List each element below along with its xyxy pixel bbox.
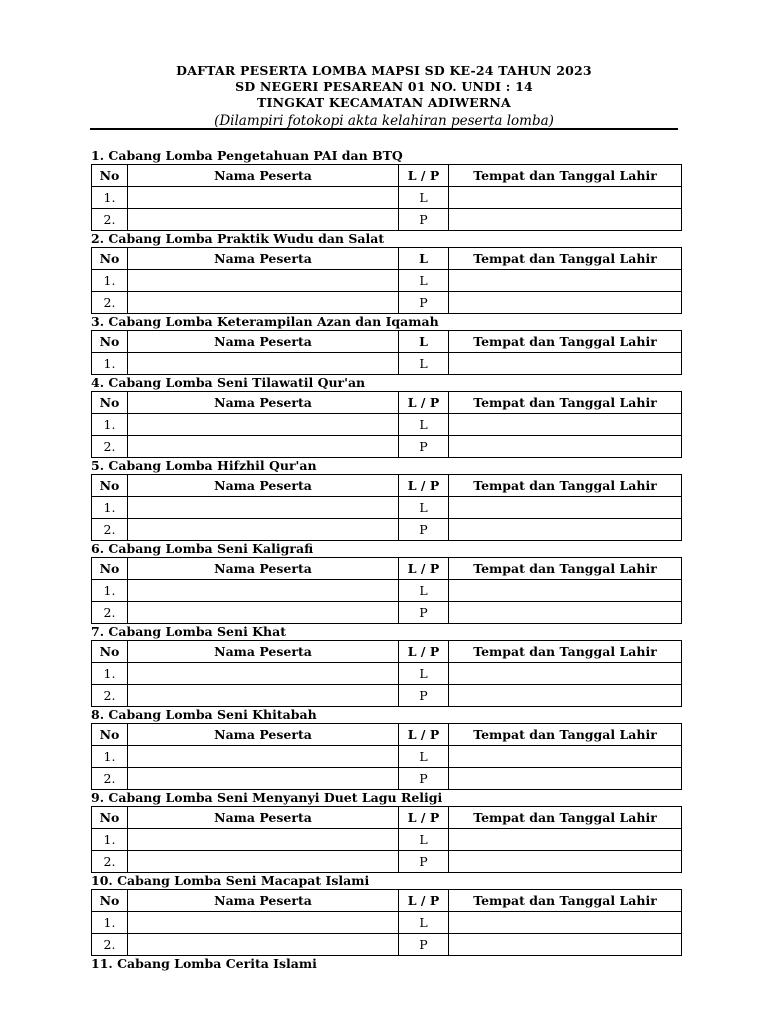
table-row [92,270,682,292]
section-title: 9. Cabang Lomba Seni Menyanyi Duet Lagu Religi [91,790,443,805]
header-birth: Tempat dan Tanggal Lahir [449,475,682,497]
row-number: 1. [92,829,128,851]
birth-place-date-field[interactable] [449,580,682,602]
header-name: Nama Peserta [128,890,399,912]
gender-cell: P [399,292,449,314]
row-number: 2. [92,934,128,956]
table-header-row [92,248,682,270]
gender-cell: L [399,746,449,768]
header-no: No [92,890,128,912]
participant-name-field[interactable] [128,829,399,851]
gender-cell: L [399,187,449,209]
header-birth: Tempat dan Tanggal Lahir [449,165,682,187]
header-birth: Tempat dan Tanggal Lahir [449,331,682,353]
header-name: Nama Peserta [128,724,399,746]
header-birth: Tempat dan Tanggal Lahir [449,807,682,829]
participant-table [91,806,682,873]
row-number: 1. [92,663,128,685]
gender-cell: P [399,436,449,458]
table-row [92,685,682,707]
gender-cell: P [399,685,449,707]
section-title: 6. Cabang Lomba Seni Kaligrafi [91,541,314,556]
birth-place-date-field[interactable] [449,209,682,231]
participant-name-field[interactable] [128,851,399,873]
gender-cell: P [399,851,449,873]
table-row [92,829,682,851]
birth-place-date-field[interactable] [449,663,682,685]
header-name: Nama Peserta [128,641,399,663]
table-row [92,497,682,519]
row-number: 1. [92,580,128,602]
birth-place-date-field[interactable] [449,685,682,707]
birth-place-date-field[interactable] [449,414,682,436]
gender-cell: P [399,768,449,790]
row-number: 2. [92,292,128,314]
birth-place-date-field[interactable] [449,851,682,873]
table-header-row [92,807,682,829]
header-birth: Tempat dan Tanggal Lahir [449,558,682,580]
row-number: 1. [92,912,128,934]
section-title: 11. Cabang Lomba Cerita Islami [91,956,317,971]
header-birth: Tempat dan Tanggal Lahir [449,641,682,663]
header-gender: L [399,248,449,270]
row-number: 1. [92,353,128,375]
header-gender: L / P [399,165,449,187]
table-row [92,851,682,873]
participant-name-field[interactable] [128,209,399,231]
table-header-row [92,890,682,912]
row-number: 2. [92,685,128,707]
header-no: No [92,558,128,580]
participant-table [91,723,682,790]
row-number: 2. [92,602,128,624]
birth-place-date-field[interactable] [449,187,682,209]
row-number: 1. [92,270,128,292]
gender-cell: L [399,353,449,375]
participant-table [91,557,682,624]
section-title: 1. Cabang Lomba Pengetahuan PAI dan BTQ [91,148,403,163]
header-birth: Tempat dan Tanggal Lahir [449,890,682,912]
section-title: 4. Cabang Lomba Seni Tilawatil Qur'an [91,375,366,390]
header-title: DAFTAR PESERTA LOMBA MAPSI SD KE-24 TAHUN 2023 [176,63,592,78]
document-header [90,63,678,130]
section-title: 8. Cabang Lomba Seni Khitabah [91,707,317,722]
gender-cell: P [399,519,449,541]
header-gender: L / P [399,558,449,580]
participant-name-field[interactable] [128,497,399,519]
participant-name-field[interactable] [128,602,399,624]
birth-place-date-field[interactable] [449,768,682,790]
birth-place-date-field[interactable] [449,934,682,956]
gender-cell: L [399,270,449,292]
table-header-row [92,475,682,497]
table-header-row [92,392,682,414]
header-no: No [92,641,128,663]
header-gender: L / P [399,890,449,912]
gender-cell: L [399,497,449,519]
participant-name-field[interactable] [128,663,399,685]
table-row [92,912,682,934]
row-number: 1. [92,746,128,768]
table-row [92,934,682,956]
section-title: 5. Cabang Lomba Hifzhil Qur'an [91,458,317,473]
participant-table [91,391,682,458]
table-row [92,746,682,768]
birth-place-date-field[interactable] [449,497,682,519]
participant-table [91,164,682,231]
header-no: No [92,248,128,270]
table-row [92,187,682,209]
row-number: 2. [92,851,128,873]
table-row [92,519,682,541]
header-no: No [92,331,128,353]
participant-name-field[interactable] [128,685,399,707]
participant-name-field[interactable] [128,292,399,314]
gender-cell: P [399,602,449,624]
gender-cell: P [399,934,449,956]
birth-place-date-field[interactable] [449,912,682,934]
table-row [92,414,682,436]
section-title: 10. Cabang Lomba Seni Macapat Islami [91,873,370,888]
header-no: No [92,724,128,746]
header-name: Nama Peserta [128,558,399,580]
participant-name-field[interactable] [128,580,399,602]
header-name: Nama Peserta [128,392,399,414]
participant-name-field[interactable] [128,934,399,956]
header-name: Nama Peserta [128,248,399,270]
row-number: 2. [92,209,128,231]
participant-name-field[interactable] [128,768,399,790]
participant-name-field[interactable] [128,436,399,458]
birth-place-date-field[interactable] [449,829,682,851]
table-row [92,602,682,624]
table-header-row [92,724,682,746]
table-row [92,353,682,375]
birth-place-date-field[interactable] [449,519,682,541]
header-gender: L / P [399,475,449,497]
section-title: 2. Cabang Lomba Praktik Wudu dan Salat [91,231,385,246]
participant-table [91,474,682,541]
competition-sections [91,148,681,972]
participant-name-field[interactable] [128,187,399,209]
row-number: 1. [92,414,128,436]
participant-name-field[interactable] [128,414,399,436]
gender-cell: P [399,209,449,231]
header-gender: L [399,331,449,353]
header-gender: L / P [399,807,449,829]
birth-place-date-field[interactable] [449,292,682,314]
header-no: No [92,392,128,414]
table-row [92,436,682,458]
birth-place-date-field[interactable] [449,746,682,768]
table-row [92,292,682,314]
table-row [92,580,682,602]
table-row [92,663,682,685]
gender-cell: L [399,580,449,602]
gender-cell: L [399,829,449,851]
header-no: No [92,475,128,497]
header-name: Nama Peserta [128,165,399,187]
row-number: 2. [92,768,128,790]
section-title: 3. Cabang Lomba Keterampilan Azan dan Iqamah [91,314,439,329]
row-number: 1. [92,497,128,519]
table-header-row [92,641,682,663]
birth-place-date-field[interactable] [449,270,682,292]
participant-table [91,330,682,375]
participant-table [91,640,682,707]
gender-cell: L [399,414,449,436]
header-birth: Tempat dan Tanggal Lahir [449,392,682,414]
row-number: 2. [92,436,128,458]
participant-name-field[interactable] [128,912,399,934]
birth-place-date-field[interactable] [449,353,682,375]
section-title: 7. Cabang Lomba Seni Khat [91,624,287,639]
gender-cell: L [399,912,449,934]
table-row [92,768,682,790]
header-no: No [92,165,128,187]
header-birth: Tempat dan Tanggal Lahir [449,724,682,746]
header-name: Nama Peserta [128,475,399,497]
header-name: Nama Peserta [128,331,399,353]
header-birth: Tempat dan Tanggal Lahir [449,248,682,270]
participant-name-field[interactable] [128,746,399,768]
participant-name-field[interactable] [128,519,399,541]
table-row [92,209,682,231]
birth-place-date-field[interactable] [449,602,682,624]
row-number: 2. [92,519,128,541]
row-number: 1. [92,187,128,209]
table-header-row [92,165,682,187]
birth-place-date-field[interactable] [449,436,682,458]
participant-name-field[interactable] [128,353,399,375]
gender-cell: L [399,663,449,685]
participant-table [91,889,682,956]
header-divider [90,128,678,130]
header-name: Nama Peserta [128,807,399,829]
header-gender: L / P [399,641,449,663]
header-gender: L / P [399,724,449,746]
header-gender: L / P [399,392,449,414]
header-no: No [92,807,128,829]
header-note: (Dilampiri fotokopi akta kelahiran peserta lomba) [214,113,554,129]
table-header-row [92,558,682,580]
table-header-row [92,331,682,353]
participant-name-field[interactable] [128,270,399,292]
participant-table [91,247,682,314]
header-level: TINGKAT KECAMATAN ADIWERNA [257,95,511,110]
header-school: SD NEGERI PESAREAN 01 NO. UNDI : 14 [235,79,533,94]
